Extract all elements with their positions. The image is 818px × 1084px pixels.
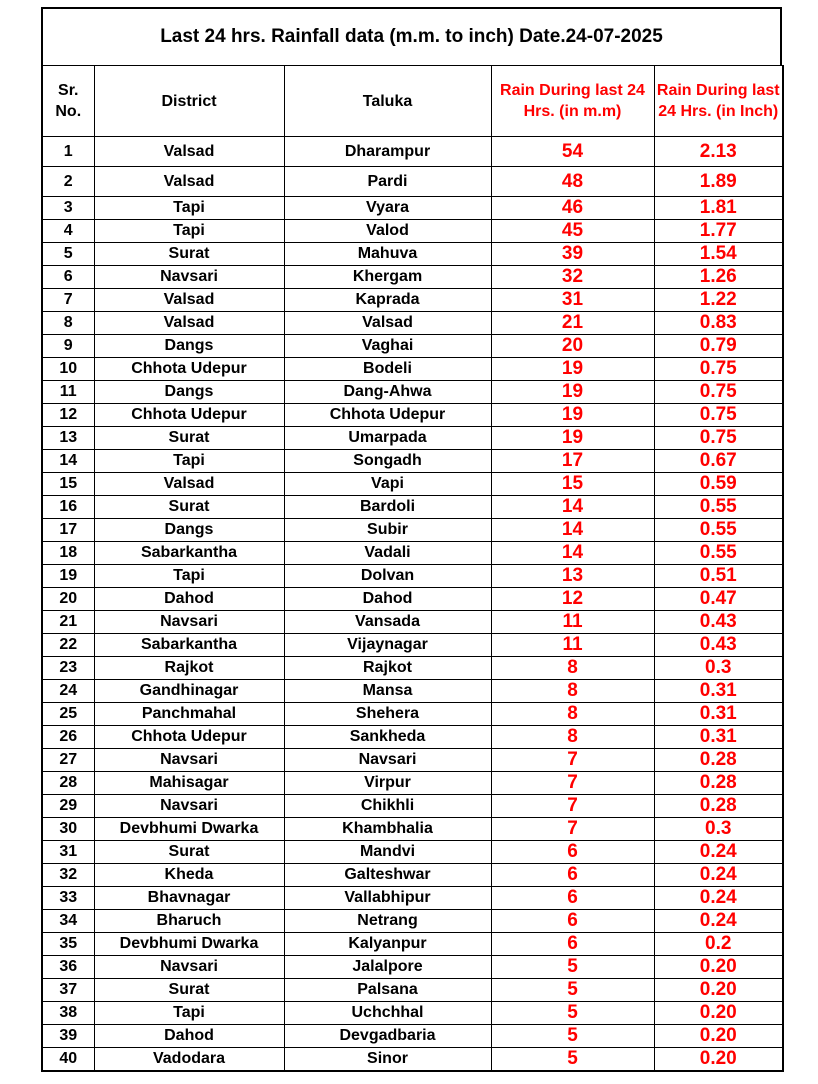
rain-mm-cell: 5 — [491, 1002, 654, 1025]
taluka-cell: Subir — [284, 519, 491, 542]
sr-no-cell: 3 — [42, 197, 94, 220]
district-cell: Valsad — [94, 312, 284, 335]
rain-inch-cell: 0.43 — [654, 611, 783, 634]
taluka-cell: Dharampur — [284, 137, 491, 167]
sr-no-cell: 10 — [42, 358, 94, 381]
table-row — [42, 358, 783, 381]
sr-no-cell: 14 — [42, 450, 94, 473]
rain-inch-cell: 0.75 — [654, 358, 783, 381]
taluka-cell: Chhota Udepur — [284, 404, 491, 427]
table-row — [42, 496, 783, 519]
rain-inch-cell: 0.55 — [654, 542, 783, 565]
taluka-cell: Mandvi — [284, 841, 491, 864]
table-row — [42, 381, 783, 404]
district-cell: Valsad — [94, 289, 284, 312]
district-cell: Sabarkantha — [94, 634, 284, 657]
district-cell: Tapi — [94, 197, 284, 220]
rain-mm-cell: 46 — [491, 197, 654, 220]
rain-mm-cell: 17 — [491, 450, 654, 473]
table-row — [42, 818, 783, 841]
district-cell: Navsari — [94, 956, 284, 979]
rain-inch-cell: 0.28 — [654, 772, 783, 795]
table-row — [42, 565, 783, 588]
rain-inch-cell: 0.24 — [654, 887, 783, 910]
table-row — [42, 933, 783, 956]
table-row — [42, 588, 783, 611]
table-row — [42, 220, 783, 243]
rain-mm-cell: 48 — [491, 167, 654, 197]
rain-inch-cell: 0.79 — [654, 335, 783, 358]
table-row — [42, 910, 783, 933]
district-cell: Sabarkantha — [94, 542, 284, 565]
rain-inch-cell: 0.75 — [654, 381, 783, 404]
table-row — [42, 634, 783, 657]
rain-mm-cell: 6 — [491, 933, 654, 956]
taluka-cell: Palsana — [284, 979, 491, 1002]
rain-mm-cell: 15 — [491, 473, 654, 496]
sr-no-cell: 12 — [42, 404, 94, 427]
table-row — [42, 1002, 783, 1025]
rain-inch-cell: 0.3 — [654, 818, 783, 841]
district-cell: Mahisagar — [94, 772, 284, 795]
table-row — [42, 473, 783, 496]
sr-no-cell: 29 — [42, 795, 94, 818]
rain-mm-cell: 11 — [491, 611, 654, 634]
taluka-cell: Bardoli — [284, 496, 491, 519]
taluka-cell: Vaghai — [284, 335, 491, 358]
rain-inch-cell: 0.2 — [654, 933, 783, 956]
taluka-cell: Vapi — [284, 473, 491, 496]
rain-inch-cell: 0.20 — [654, 1048, 783, 1072]
taluka-cell: Virpur — [284, 772, 491, 795]
rain-inch-cell: 0.75 — [654, 404, 783, 427]
rain-inch-cell: 1.26 — [654, 266, 783, 289]
taluka-cell: Kaprada — [284, 289, 491, 312]
rain-mm-cell: 5 — [491, 1048, 654, 1072]
taluka-cell: Vadali — [284, 542, 491, 565]
table-row — [42, 450, 783, 473]
district-cell: Navsari — [94, 611, 284, 634]
sr-no-cell: 27 — [42, 749, 94, 772]
sr-no-cell: 23 — [42, 657, 94, 680]
sr-no-cell: 8 — [42, 312, 94, 335]
table-row — [42, 137, 783, 167]
sr-no-cell: 35 — [42, 933, 94, 956]
rain-mm-cell: 39 — [491, 243, 654, 266]
taluka-cell: Vyara — [284, 197, 491, 220]
taluka-cell: Jalalpore — [284, 956, 491, 979]
table-row — [42, 289, 783, 312]
sr-no-cell: 20 — [42, 588, 94, 611]
taluka-cell: Vijaynagar — [284, 634, 491, 657]
district-cell: Tapi — [94, 565, 284, 588]
rain-mm-cell: 45 — [491, 220, 654, 243]
rain-inch-cell: 0.28 — [654, 795, 783, 818]
rain-mm-cell: 7 — [491, 772, 654, 795]
sr-no-cell: 34 — [42, 910, 94, 933]
rain-mm-cell: 7 — [491, 795, 654, 818]
sr-no-cell: 22 — [42, 634, 94, 657]
rain-mm-cell: 11 — [491, 634, 654, 657]
table-row — [42, 1025, 783, 1048]
rain-mm-cell: 21 — [491, 312, 654, 335]
rain-mm-cell: 5 — [491, 1025, 654, 1048]
rain-inch-cell: 0.31 — [654, 680, 783, 703]
sr-no-cell: 36 — [42, 956, 94, 979]
taluka-cell: Pardi — [284, 167, 491, 197]
table-row — [42, 887, 783, 910]
rain-inch-cell: 0.28 — [654, 749, 783, 772]
district-cell: Chhota Udepur — [94, 726, 284, 749]
district-cell: Navsari — [94, 749, 284, 772]
table-row — [42, 795, 783, 818]
district-cell: Gandhinagar — [94, 680, 284, 703]
table-row — [42, 657, 783, 680]
rain-inch-cell: 0.24 — [654, 864, 783, 887]
rain-inch-cell: 1.77 — [654, 220, 783, 243]
sr-no-cell: 38 — [42, 1002, 94, 1025]
taluka-cell: Umarpada — [284, 427, 491, 450]
sr-no-cell: 6 — [42, 266, 94, 289]
rain-mm-cell: 14 — [491, 496, 654, 519]
rain-mm-cell: 20 — [491, 335, 654, 358]
table-row — [42, 312, 783, 335]
sr-no-cell: 11 — [42, 381, 94, 404]
sr-no-cell: 21 — [42, 611, 94, 634]
sr-no-cell: 19 — [42, 565, 94, 588]
taluka-cell: Valsad — [284, 312, 491, 335]
district-cell: Surat — [94, 979, 284, 1002]
district-cell: Rajkot — [94, 657, 284, 680]
district-cell: Vadodara — [94, 1048, 284, 1072]
rain-inch-cell: 0.24 — [654, 910, 783, 933]
sr-no-cell: 39 — [42, 1025, 94, 1048]
rain-inch-cell: 0.31 — [654, 726, 783, 749]
header-rain-mm: Rain During last 24 Hrs. (in m.m) — [491, 66, 654, 137]
sr-no-cell: 40 — [42, 1048, 94, 1072]
table-row — [42, 542, 783, 565]
sr-no-cell: 33 — [42, 887, 94, 910]
taluka-cell: Shehera — [284, 703, 491, 726]
rain-inch-cell: 0.20 — [654, 956, 783, 979]
sr-no-cell: 7 — [42, 289, 94, 312]
taluka-cell: Dang-Ahwa — [284, 381, 491, 404]
rain-inch-cell: 0.20 — [654, 1025, 783, 1048]
sr-no-cell: 30 — [42, 818, 94, 841]
table-row — [42, 749, 783, 772]
rain-mm-cell: 19 — [491, 427, 654, 450]
rain-mm-cell: 13 — [491, 565, 654, 588]
table-row — [42, 427, 783, 450]
taluka-cell: Sinor — [284, 1048, 491, 1072]
district-cell: Valsad — [94, 167, 284, 197]
table-row — [42, 772, 783, 795]
rain-mm-cell: 8 — [491, 703, 654, 726]
taluka-cell: Vallabhipur — [284, 887, 491, 910]
district-cell: Devbhumi Dwarka — [94, 933, 284, 956]
rain-inch-cell: 1.22 — [654, 289, 783, 312]
rain-mm-cell: 54 — [491, 137, 654, 167]
district-cell: Tapi — [94, 450, 284, 473]
rain-inch-cell: 0.51 — [654, 565, 783, 588]
district-cell: Valsad — [94, 473, 284, 496]
sr-no-cell: 13 — [42, 427, 94, 450]
district-cell: Chhota Udepur — [94, 404, 284, 427]
district-cell: Dangs — [94, 335, 284, 358]
sr-no-cell: 26 — [42, 726, 94, 749]
rain-mm-cell: 19 — [491, 404, 654, 427]
rain-inch-cell: 1.81 — [654, 197, 783, 220]
sr-no-cell: 15 — [42, 473, 94, 496]
rain-inch-cell: 0.75 — [654, 427, 783, 450]
rain-mm-cell: 8 — [491, 680, 654, 703]
district-cell: Navsari — [94, 266, 284, 289]
district-cell: Kheda — [94, 864, 284, 887]
taluka-cell: Dolvan — [284, 565, 491, 588]
district-cell: Valsad — [94, 137, 284, 167]
district-cell: Devbhumi Dwarka — [94, 818, 284, 841]
rain-inch-cell: 0.47 — [654, 588, 783, 611]
rain-mm-cell: 5 — [491, 956, 654, 979]
table-row — [42, 703, 783, 726]
rain-mm-cell: 6 — [491, 887, 654, 910]
rain-inch-cell: 0.20 — [654, 1002, 783, 1025]
district-cell: Bhavnagar — [94, 887, 284, 910]
taluka-cell: Galteshwar — [284, 864, 491, 887]
header-rain-inch: Rain During last 24 Hrs. (in Inch) — [654, 66, 783, 137]
taluka-cell: Mansa — [284, 680, 491, 703]
rain-inch-cell: 2.13 — [654, 137, 783, 167]
table-row — [42, 680, 783, 703]
rain-mm-cell: 12 — [491, 588, 654, 611]
taluka-cell: Songadh — [284, 450, 491, 473]
rain-inch-cell: 0.59 — [654, 473, 783, 496]
sr-no-cell: 16 — [42, 496, 94, 519]
rain-inch-cell: 0.67 — [654, 450, 783, 473]
taluka-cell: Khambhalia — [284, 818, 491, 841]
table-body — [42, 137, 783, 1072]
taluka-cell: Mahuva — [284, 243, 491, 266]
rain-mm-cell: 32 — [491, 266, 654, 289]
rain-mm-cell: 14 — [491, 519, 654, 542]
taluka-cell: Devgadbaria — [284, 1025, 491, 1048]
rain-mm-cell: 8 — [491, 726, 654, 749]
rain-mm-cell: 7 — [491, 749, 654, 772]
taluka-cell: Kalyanpur — [284, 933, 491, 956]
header-district: District — [94, 66, 284, 137]
district-cell: Dangs — [94, 519, 284, 542]
rain-mm-cell: 7 — [491, 818, 654, 841]
rain-inch-cell: 0.83 — [654, 312, 783, 335]
rain-inch-cell: 0.3 — [654, 657, 783, 680]
sr-no-cell: 32 — [42, 864, 94, 887]
table-row — [42, 611, 783, 634]
rain-inch-cell: 0.55 — [654, 519, 783, 542]
taluka-cell: Chikhli — [284, 795, 491, 818]
rain-inch-cell: 1.89 — [654, 167, 783, 197]
taluka-cell: Netrang — [284, 910, 491, 933]
sr-no-cell: 18 — [42, 542, 94, 565]
rain-mm-cell: 19 — [491, 358, 654, 381]
taluka-cell: Dahod — [284, 588, 491, 611]
district-cell: Surat — [94, 243, 284, 266]
rain-mm-cell: 6 — [491, 910, 654, 933]
district-cell: Chhota Udepur — [94, 358, 284, 381]
rain-inch-cell: 0.24 — [654, 841, 783, 864]
taluka-cell: Vansada — [284, 611, 491, 634]
district-cell: Tapi — [94, 220, 284, 243]
table-row — [42, 404, 783, 427]
sr-no-cell: 9 — [42, 335, 94, 358]
taluka-cell: Valod — [284, 220, 491, 243]
table-row — [42, 519, 783, 542]
district-cell: Tapi — [94, 1002, 284, 1025]
rain-inch-cell: 1.54 — [654, 243, 783, 266]
rain-mm-cell: 6 — [491, 841, 654, 864]
report-title: Last 24 hrs. Rainfall data (m.m. to inch) Date.24-07-2025 — [41, 7, 782, 65]
rainfall-table — [41, 65, 784, 1072]
district-cell: Bharuch — [94, 910, 284, 933]
sr-no-cell: 17 — [42, 519, 94, 542]
sr-no-cell: 24 — [42, 680, 94, 703]
rain-mm-cell: 14 — [491, 542, 654, 565]
district-cell: Dahod — [94, 1025, 284, 1048]
taluka-cell: Rajkot — [284, 657, 491, 680]
district-cell: Surat — [94, 841, 284, 864]
district-cell: Navsari — [94, 795, 284, 818]
sr-no-cell: 37 — [42, 979, 94, 1002]
rain-mm-cell: 5 — [491, 979, 654, 1002]
district-cell: Panchmahal — [94, 703, 284, 726]
rain-mm-cell: 31 — [491, 289, 654, 312]
table-row — [42, 864, 783, 887]
rain-inch-cell: 0.55 — [654, 496, 783, 519]
table-row — [42, 956, 783, 979]
sr-no-cell: 1 — [42, 137, 94, 167]
rain-mm-cell: 6 — [491, 864, 654, 887]
table-row — [42, 266, 783, 289]
sr-no-cell: 5 — [42, 243, 94, 266]
sr-no-cell: 28 — [42, 772, 94, 795]
rain-inch-cell: 0.31 — [654, 703, 783, 726]
rain-inch-cell: 0.20 — [654, 979, 783, 1002]
sr-no-cell: 4 — [42, 220, 94, 243]
table-row — [42, 167, 783, 197]
table-row — [42, 197, 783, 220]
header-row — [42, 66, 783, 137]
table-row — [42, 335, 783, 358]
sr-no-cell: 25 — [42, 703, 94, 726]
rainfall-report — [41, 7, 782, 1072]
table-row — [42, 1048, 783, 1072]
sr-no-cell: 31 — [42, 841, 94, 864]
rain-inch-cell: 0.43 — [654, 634, 783, 657]
table-row — [42, 979, 783, 1002]
taluka-cell: Uchchhal — [284, 1002, 491, 1025]
rain-mm-cell: 19 — [491, 381, 654, 404]
taluka-cell: Navsari — [284, 749, 491, 772]
district-cell: Dahod — [94, 588, 284, 611]
taluka-cell: Bodeli — [284, 358, 491, 381]
table-row — [42, 243, 783, 266]
district-cell: Surat — [94, 496, 284, 519]
header-taluka: Taluka — [284, 66, 491, 137]
header-sr-no: Sr. No. — [42, 66, 94, 137]
district-cell: Dangs — [94, 381, 284, 404]
sr-no-cell: 2 — [42, 167, 94, 197]
taluka-cell: Sankheda — [284, 726, 491, 749]
district-cell: Surat — [94, 427, 284, 450]
taluka-cell: Khergam — [284, 266, 491, 289]
table-row — [42, 841, 783, 864]
rain-mm-cell: 8 — [491, 657, 654, 680]
table-row — [42, 726, 783, 749]
